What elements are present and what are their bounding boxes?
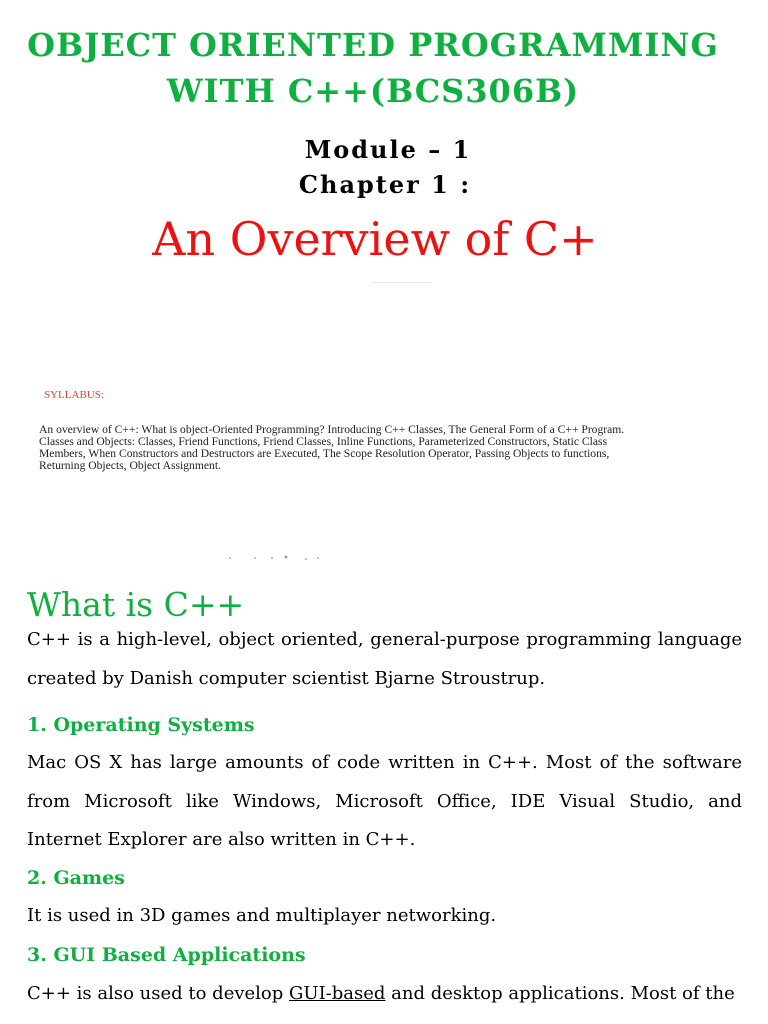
faint-scan-mark <box>228 554 320 561</box>
chapter-label: Chapter 1 : <box>298 170 472 199</box>
course-title-line-1: OBJECT ORIENTED PROGRAMMING <box>27 26 719 64</box>
subheading-gui-applications: 3. GUI Based Applications <box>27 944 306 966</box>
chapter-title: An Overview of C+ <box>152 212 598 266</box>
faint-scan-mark <box>372 281 432 284</box>
paragraph-operating-systems: Mac OS X has large amounts of code written in C++. Most of the software from Microsoft like Windows, Microsoft Office, IDE Visual Studio, and Internet Explorer are also written in C++. <box>27 752 742 850</box>
course-title-line-2: WITH C++(BCS306B) <box>166 72 580 110</box>
paragraph-games: It is used in 3D games and multiplayer networking. <box>27 905 497 926</box>
gui-text-before: C++ is also used to develop <box>27 983 290 1004</box>
syllabus-text: An overview of C++: What is object-Oriented Programming? Introducing C++ Classes, The General Form of a C++ Program. Classes and Objects: Classes, Friend Functions, Friend Classes, Inline Functions, Parameterized Constructors, Static Class Members, When Constructors and Destructors are Executed, The Scope Resolution Operator, Passing Objects to functions, Returning Objects, Object Assignment. <box>39 423 625 472</box>
subheading-games: 2. Games <box>27 867 125 889</box>
intro-paragraph: C++ is a high-level, object oriented, general-purpose programming language created by Danish computer scientist Bjarne Stroustrup. <box>27 629 742 689</box>
course-title <box>0 22 746 114</box>
module-label: Module – 1 <box>304 135 472 164</box>
section-heading: What is C++ <box>27 585 245 624</box>
paragraph-gui-applications <box>27 975 742 1014</box>
gui-text-after: and desktop applications. Most of the <box>385 983 735 1004</box>
subheading-operating-systems: 1. Operating Systems <box>27 714 255 736</box>
syllabus-label: SYLLABUS: <box>44 389 104 401</box>
gui-based-link[interactable]: GUI-based <box>289 983 386 1004</box>
